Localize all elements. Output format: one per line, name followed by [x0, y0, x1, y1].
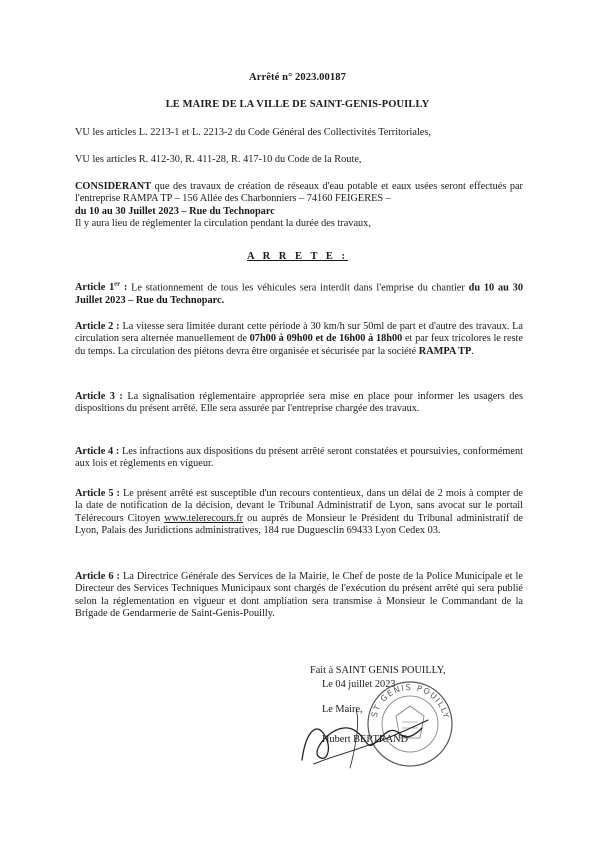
article-1-text: Le stationnement de tous les véhicules sera interdit dans l'emprise du chantier — [127, 282, 469, 294]
signature-place: Fait à SAINT GENIS POUILLY, — [310, 665, 446, 676]
article-4 — [75, 446, 523, 471]
article-2-company: RAMPA TP — [418, 345, 472, 357]
article-3-label: Article 3 : — [75, 391, 123, 402]
arrete-number: Arrêté n° 2023.00187 — [249, 72, 346, 83]
visa-2 — [75, 154, 523, 166]
article-6-text: La Directrice Générale des Services de la Mairie, le Chef de poste de la Police Municipale et le Directeur des Services Techniques Municipaux sont chargés de l'exécution du présent arrêté qui sera publié selon la réglementation en vigueur et dont ampliation sera transmise à Monsieur le Commandant de la Brigade de Gendarmerie de Saint-Genis-Pouilly. — [75, 571, 523, 620]
considerant-line2: Il y aura lieu de réglementer la circulation pendant la durée des travaux, — [75, 218, 371, 230]
considerant-dates: du 10 au 30 Juillet 2023 – Rue du Technoparc — [75, 205, 275, 217]
article-3 — [75, 391, 523, 416]
arrete-heading: A R R E T E : — [246, 251, 349, 262]
article-5-text-2: ou auprès de Monsieur le Président du Tribunal administratif de Lyon, Palais des Juridictions administratives, 184 rue Duguesclin 69433 Lyon Cedex 03. — [75, 512, 523, 537]
visa-1-text: VU les articles L. 2213-1 et L. 2213-2 du Code Général des Collectivités Territoriales, — [75, 127, 431, 138]
article-2-end: . — [471, 345, 474, 357]
considerant-block — [75, 181, 523, 231]
article-4-text: Les infractions aux dispositions du présent arrêté seront constatées et poursuivies, conformément aux lois et règlements en vigueur. — [75, 446, 523, 470]
article-2-text: La vitesse sera limitée durant cette période à 30 km/h sur 50ml de part et d'autre des travaux. La circulation sera alternée manuellement de — [75, 321, 524, 345]
authority-title: LE MAIRE DE LA VILLE DE SAINT-GENIS-POUILLY — [165, 99, 430, 110]
considerant-body: que des travaux de création de réseaux d'eau potable et eaux usées seront effectués par l'entreprise RAMPA TP – 156 Allée des Charbonniers – 74160 FEIGERES – — [75, 181, 523, 205]
article-5-text: Le présent arrêté est susceptible d'un recours contentieux, dans un délai de 2 mois à compter de la date de notification de la décision, devant le Tribunal Administratif de Lyon, sans avocat sur le portail Télérecours Citoyen — [75, 488, 523, 524]
article-5 — [75, 488, 523, 538]
handwritten-signature — [296, 690, 446, 780]
article-5-label: Article 5 : — [75, 488, 120, 499]
signature-name: Hubert BERTRAND — [322, 734, 409, 745]
considerant-keyword: CONSIDERANT — [75, 181, 152, 192]
article-1-label: Article 1er : — [75, 281, 128, 294]
article-2-label: Article 2 : — [75, 321, 120, 332]
article-2-text-2: et par feux tricolores le reste du temps. La circulation des piétons devra être organisée et sécurisée par la société — [75, 333, 523, 357]
article-1 — [75, 279, 523, 307]
article-4-label: Article 4 : — [75, 446, 120, 457]
article-2 — [75, 321, 523, 358]
signature-role: Le Maire, — [322, 704, 363, 715]
considerant-text — [75, 181, 523, 218]
article-3-text: La signalisation réglementaire appropriée sera mise en place pour informer les usagers des dispositions du présent arrêté. Elle sera assurée par l'entreprise chargée des travaux. — [75, 391, 524, 415]
telerecours-link[interactable]: www.telerecours.fr — [164, 512, 244, 524]
article-1-dates: du 10 au 30 Juillet 2023 – Rue du Technoparc. — [75, 282, 523, 306]
signature-date: Le 04 juillet 2023 — [322, 679, 396, 690]
article-2-hours: 07h00 à 09h00 et de 16h00 à 18h00 — [249, 333, 403, 345]
visa-2-text: VU les articles R. 412-30, R. 411-28, R. 417-10 du Code de la Route, — [75, 154, 362, 165]
svg-text:ST GENIS POUILLY: ST GENIS POUILLY — [369, 682, 451, 721]
visa-1 — [75, 127, 523, 139]
article-6-label: Article 6 : — [75, 571, 120, 582]
article-6 — [75, 571, 523, 621]
